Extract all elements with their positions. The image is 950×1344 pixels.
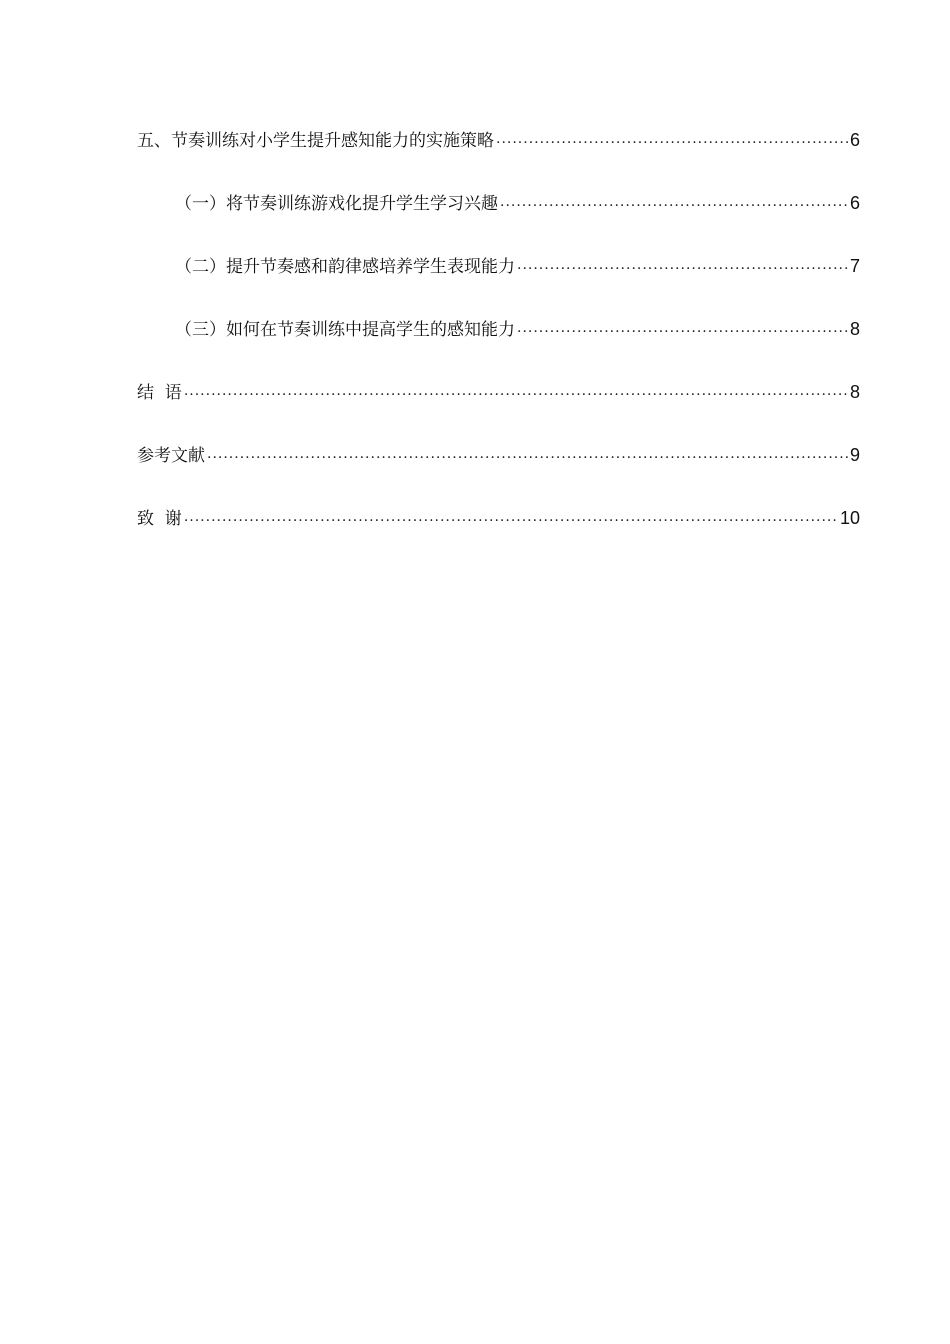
toc-entry-references[interactable] [137,439,860,502]
toc-entry-title: 致 谢 [137,509,182,529]
toc-entry-page: 6 [849,130,860,150]
toc-entry-conclusion[interactable] [137,376,860,439]
toc-entry-page: 9 [849,445,860,465]
toc-dot-leader [496,123,848,155]
toc-entry-section-5-3[interactable] [137,313,860,376]
toc-entry-title: 参考文献 [137,446,205,466]
toc-entry-page: 7 [849,256,860,276]
toc-entry-title: 五、节奏训练对小学生提升感知能力的实施策略 [137,131,494,151]
toc-entry-title: （三）如何在节奏训练中提高学生的感知能力 [175,320,515,340]
toc-entry-section-5-2[interactable] [137,250,860,313]
toc-entry-acknowledgements[interactable] [137,502,860,565]
toc-dot-leader [207,438,848,470]
toc-dot-leader [517,312,848,344]
toc-dot-leader [517,249,848,281]
toc-entry-page: 8 [849,382,860,402]
toc-entry-title: （二）提升节奏感和韵律感培养学生表现能力 [175,257,515,277]
toc-dot-leader [184,375,848,407]
toc-entry-section-5-1[interactable] [137,187,860,250]
toc-entry-page: 10 [839,508,860,528]
toc-entry-title: 结 语 [137,383,182,403]
toc-entry-title: （一）将节奏训练游戏化提升学生学习兴趣 [175,194,498,214]
table-of-contents [137,124,860,565]
toc-entry-chapter-5[interactable] [137,124,860,187]
toc-entry-page: 6 [849,193,860,213]
toc-dot-leader [500,186,848,218]
toc-dot-leader [184,501,838,533]
toc-entry-page: 8 [849,319,860,339]
